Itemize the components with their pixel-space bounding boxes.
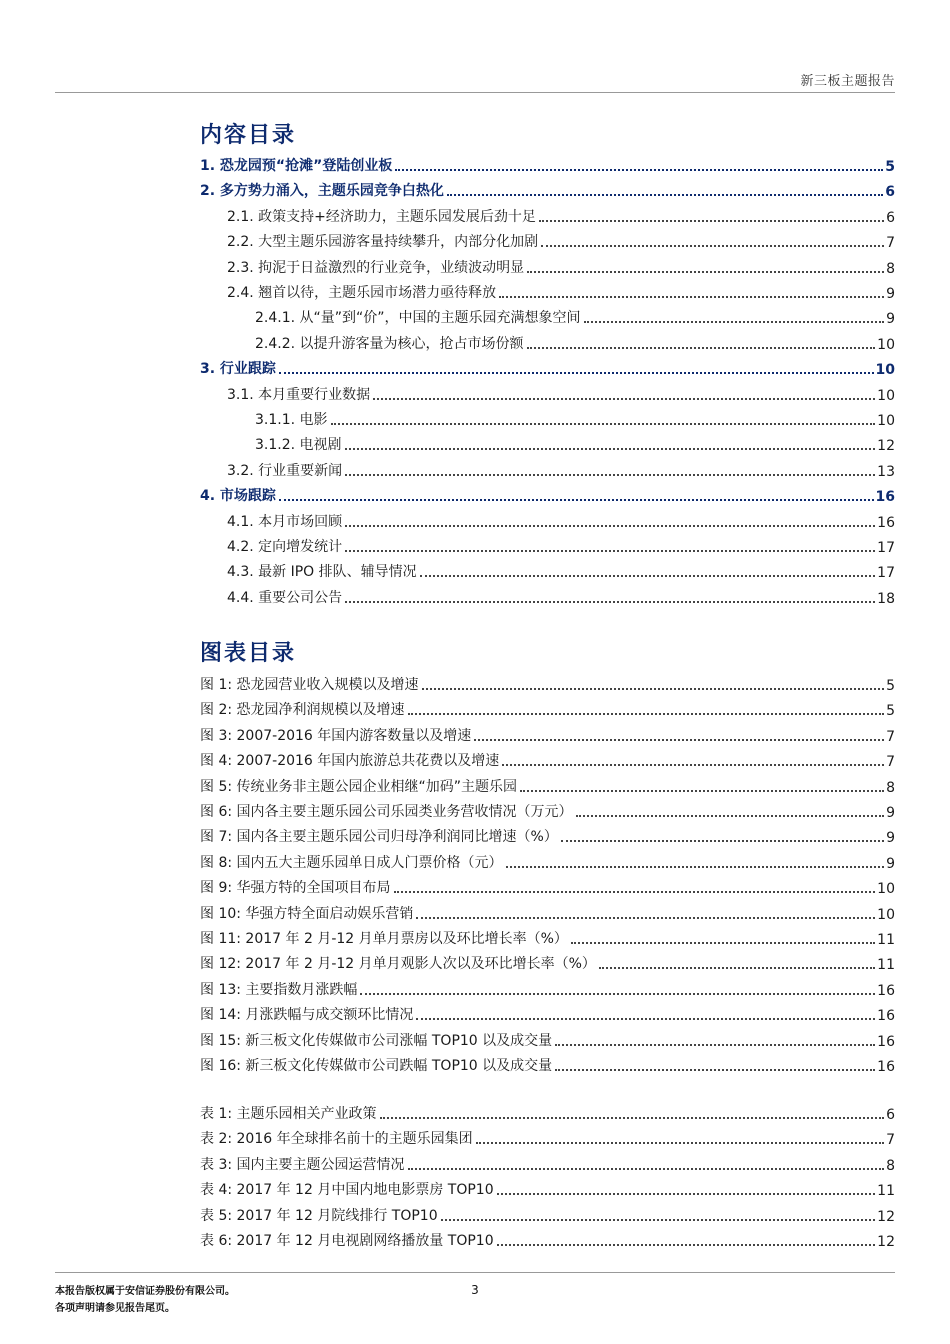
figure-entry-page: 16 bbox=[877, 1033, 895, 1050]
table-entry-page: 6 bbox=[886, 1107, 895, 1123]
table-entry[interactable] bbox=[0, 1230, 895, 1250]
toc-entry-page: 10 bbox=[875, 362, 895, 379]
figure-entry-page: 11 bbox=[877, 932, 895, 948]
toc-entry-label: 2.1. 政策支持+经济助力，主题乐园发展后劲十足 bbox=[227, 208, 536, 225]
table-entry-label: 表 3: 国内主要主题公园运营情况 bbox=[200, 1156, 405, 1173]
figure-entry[interactable] bbox=[0, 1030, 895, 1050]
figure-entry-label: 图 14: 月涨跌幅与成交额环比情况 bbox=[200, 1007, 414, 1024]
dot-leader bbox=[541, 245, 884, 247]
figure-entry-label: 图 4: 2007-2016 年国内旅游总共花费以及增速 bbox=[200, 753, 500, 770]
figure-entry-page: 16 bbox=[877, 982, 895, 999]
toc-entry[interactable] bbox=[0, 384, 895, 404]
toc-entry-page: 12 bbox=[877, 438, 895, 455]
figure-entry-page: 9 bbox=[886, 855, 895, 872]
figure-entry-label: 图 7: 国内各主要主题乐园公司归母净利润同比增速（%） bbox=[200, 829, 558, 846]
toc-entry[interactable] bbox=[0, 257, 895, 277]
figure-entry-label: 图 5: 传统业务非主题公园企业相继“加码”主题乐园 bbox=[200, 778, 518, 795]
dot-leader bbox=[360, 993, 875, 995]
dot-leader bbox=[527, 347, 876, 349]
table-entry-page: 12 bbox=[877, 1234, 895, 1250]
dot-leader bbox=[502, 764, 884, 766]
dot-leader bbox=[474, 739, 884, 741]
figure-entry-page: 5 bbox=[886, 703, 895, 720]
toc-entry-page: 17 bbox=[877, 540, 895, 556]
toc-entry-label: 4.2. 定向增发统计 bbox=[227, 539, 343, 555]
toc-entry[interactable] bbox=[0, 231, 895, 251]
figure-entry-page: 16 bbox=[877, 1059, 895, 1075]
figure-entry-page: 5 bbox=[886, 678, 895, 694]
figure-entry-label: 图 10: 华强方特全面启动娱乐营销 bbox=[200, 905, 414, 922]
figure-entry-page: 7 bbox=[886, 754, 895, 771]
toc-entry-label: 3.1.1. 电影 bbox=[255, 412, 328, 428]
toc-entry[interactable] bbox=[0, 536, 895, 556]
table-entry-label: 表 5: 2017 年 12 月院线排行 TOP10 bbox=[200, 1207, 438, 1224]
toc-entry-page: 10 bbox=[877, 336, 895, 353]
figure-entry-page: 9 bbox=[886, 830, 895, 847]
dot-leader bbox=[345, 550, 875, 552]
figure-entry[interactable] bbox=[0, 953, 895, 973]
dot-leader bbox=[345, 474, 875, 476]
toc-entry[interactable] bbox=[0, 307, 895, 327]
figure-entry[interactable] bbox=[0, 725, 895, 745]
table-entry[interactable] bbox=[0, 1179, 895, 1199]
dot-leader bbox=[380, 1117, 885, 1119]
dot-leader bbox=[395, 169, 883, 171]
dot-leader bbox=[394, 891, 876, 893]
toc-entry-page: 8 bbox=[886, 260, 895, 277]
figure-entry-label: 图 15: 新三板文化传媒做市公司涨幅 TOP10 以及成交量 bbox=[200, 1032, 553, 1049]
dot-leader bbox=[561, 840, 884, 842]
figure-entry-page: 11 bbox=[877, 957, 895, 974]
figure-entry[interactable] bbox=[0, 674, 895, 694]
table-entry-label: 表 4: 2017 年 12 月中国内地电影票房 TOP10 bbox=[200, 1182, 494, 1199]
dot-leader bbox=[420, 575, 876, 577]
toc-entry-label: 4.4. 重要公司公告 bbox=[227, 589, 343, 606]
dot-leader bbox=[476, 1142, 884, 1144]
figure-entry[interactable] bbox=[0, 826, 895, 846]
dot-leader bbox=[539, 220, 884, 222]
figure-entry[interactable] bbox=[0, 801, 895, 821]
dot-leader bbox=[345, 525, 875, 527]
report-header-title: 新三板主题报告 bbox=[800, 74, 895, 89]
toc-entry-page: 9 bbox=[886, 286, 895, 302]
disclaimer-note: 各项声明请参见报告尾页。 bbox=[55, 1303, 175, 1314]
figure-entry[interactable] bbox=[0, 877, 895, 897]
figure-entry-label: 图 13: 主要指数月涨跌幅 bbox=[200, 981, 358, 998]
figure-entry-label: 图 3: 2007-2016 年国内游客数量以及增速 bbox=[200, 727, 472, 744]
toc-entry-label: 2.4.1. 从“量”到“价”，中国的主题乐园充满想象空间 bbox=[255, 310, 581, 327]
table-entry[interactable] bbox=[0, 1103, 895, 1123]
figure-entry-page: 8 bbox=[886, 779, 895, 796]
dot-leader bbox=[279, 372, 874, 374]
toc-entry-label: 2.3. 拘泥于日益激烈的行业竞争，业绩波动明显 bbox=[227, 259, 525, 276]
toc-entry-label: 4.1. 本月市场回顾 bbox=[227, 513, 343, 530]
toc-entry[interactable] bbox=[0, 409, 895, 429]
dot-leader bbox=[373, 398, 875, 400]
figure-entry[interactable] bbox=[0, 776, 895, 796]
dot-leader bbox=[555, 1069, 875, 1071]
figure-entry-label: 图 2: 恐龙园净利润规模以及增速 bbox=[200, 702, 405, 719]
toc-entry-label: 2. 多方势力涌入，主题乐园竞争白热化 bbox=[200, 183, 444, 200]
dot-leader bbox=[571, 942, 875, 944]
table-entry-label: 表 2: 2016 年全球排名前十的主题乐园集团 bbox=[200, 1131, 473, 1148]
figure-entry[interactable] bbox=[0, 903, 895, 923]
toc-title: 内容目录 bbox=[200, 123, 297, 148]
toc-entry[interactable] bbox=[0, 485, 895, 505]
toc-entry-page: 6 bbox=[886, 209, 895, 226]
toc-entry[interactable] bbox=[0, 206, 895, 226]
dot-leader bbox=[408, 713, 885, 715]
toc-entry-label: 2.4.2. 以提升游客量为核心，抢占市场份额 bbox=[255, 335, 524, 352]
dot-leader bbox=[441, 1219, 876, 1221]
figure-entry[interactable] bbox=[0, 979, 895, 999]
table-entry-page: 8 bbox=[886, 1157, 895, 1174]
figure-entry[interactable] bbox=[0, 1004, 895, 1024]
figure-entry-label: 图 8: 国内五大主题乐园单日成人门票价格（元） bbox=[200, 854, 503, 871]
figure-entry-label: 图 12: 2017 年 2 月-12 月单月观影人次以及环比增长率（%） bbox=[200, 956, 596, 973]
dot-leader bbox=[416, 917, 875, 919]
figure-entry-page: 7 bbox=[886, 728, 895, 745]
dot-leader bbox=[497, 1244, 876, 1246]
dot-leader bbox=[527, 271, 884, 273]
dot-leader bbox=[279, 499, 874, 501]
figure-entry-label: 图 6: 国内各主要主题乐园公司乐园类业务营收情况（万元） bbox=[200, 804, 573, 820]
toc-entry-page: 16 bbox=[877, 514, 895, 531]
toc-entry-label: 3. 行业跟踪 bbox=[200, 361, 276, 378]
copyright-note: 本报告版权属于安信证券股份有限公司。 bbox=[55, 1286, 235, 1297]
figures-title: 图表目录 bbox=[200, 641, 297, 666]
table-entry-page: 11 bbox=[877, 1183, 895, 1200]
dot-leader bbox=[447, 194, 883, 196]
toc-entry-page: 13 bbox=[877, 463, 895, 480]
dot-leader bbox=[331, 423, 876, 425]
toc-entry-label: 3.1. 本月重要行业数据 bbox=[227, 386, 371, 403]
dot-leader bbox=[497, 1193, 876, 1195]
table-entry-page: 12 bbox=[877, 1208, 895, 1225]
table-entry-label: 表 6: 2017 年 12 月电视剧网络播放量 TOP10 bbox=[200, 1233, 494, 1249]
table-entry[interactable] bbox=[0, 1128, 895, 1148]
toc-entry[interactable] bbox=[0, 155, 895, 175]
toc-entry[interactable] bbox=[0, 460, 895, 480]
toc-entry-label: 2.2. 大型主题乐园游客量持续攀升，内部分化加剧 bbox=[227, 234, 539, 251]
dot-leader bbox=[422, 688, 885, 690]
toc-entry[interactable] bbox=[0, 358, 895, 378]
figure-entry-page: 10 bbox=[877, 906, 895, 923]
toc-entry-label: 3.1.2. 电视剧 bbox=[255, 437, 342, 454]
toc-entry[interactable] bbox=[0, 434, 895, 454]
figure-entry-page: 16 bbox=[877, 1008, 895, 1025]
table-entry-page: 7 bbox=[886, 1132, 895, 1149]
dot-leader bbox=[416, 1018, 875, 1020]
toc-entry-label: 4. 市场跟踪 bbox=[200, 488, 276, 505]
dot-leader bbox=[506, 866, 885, 868]
figure-entry-label: 图 11: 2017 年 2 月-12 月单月票房以及环比增长率（%） bbox=[200, 931, 568, 947]
dot-leader bbox=[345, 448, 876, 450]
figure-entry-label: 图 9: 华强方特的全国项目布局 bbox=[200, 880, 391, 897]
toc-entry[interactable] bbox=[0, 561, 895, 581]
toc-entry[interactable] bbox=[0, 333, 895, 353]
page-number: 3 bbox=[471, 1283, 479, 1297]
figure-entry-page: 10 bbox=[877, 881, 895, 898]
toc-entry[interactable] bbox=[0, 587, 895, 607]
toc-entry-page: 5 bbox=[885, 159, 895, 175]
figure-entry[interactable] bbox=[0, 852, 895, 872]
toc-entry-page: 17 bbox=[877, 565, 895, 582]
dot-leader bbox=[584, 321, 885, 323]
figure-entry[interactable] bbox=[0, 928, 895, 948]
figure-entry[interactable] bbox=[0, 750, 895, 770]
toc-entry[interactable] bbox=[0, 180, 895, 200]
toc-entry-page: 16 bbox=[875, 489, 895, 506]
header-divider bbox=[55, 92, 895, 93]
dot-leader bbox=[499, 296, 884, 298]
figure-entry-label: 图 1: 恐龙园营业收入规模以及增速 bbox=[200, 677, 419, 693]
dot-leader bbox=[345, 601, 875, 603]
toc-entry-label: 1. 恐龙园预“抢滩”登陆创业板 bbox=[200, 158, 393, 174]
dot-leader bbox=[576, 815, 885, 817]
table-entry-label: 表 1: 主题乐园相关产业政策 bbox=[200, 1106, 377, 1122]
footer-divider bbox=[55, 1272, 895, 1273]
toc-entry-page: 10 bbox=[877, 387, 895, 404]
toc-entry-page: 10 bbox=[877, 413, 895, 429]
dot-leader bbox=[408, 1168, 885, 1170]
toc-entry-page: 6 bbox=[885, 184, 895, 201]
toc-entry[interactable] bbox=[0, 282, 895, 302]
figure-entry-label: 图 16: 新三板文化传媒做市公司跌幅 TOP10 以及成交量 bbox=[200, 1058, 553, 1074]
toc-entry-label: 2.4. 翘首以待，主题乐园市场潜力亟待释放 bbox=[227, 285, 497, 301]
dot-leader bbox=[555, 1044, 875, 1046]
figure-entry[interactable] bbox=[0, 699, 895, 719]
toc-entry-label: 4.3. 最新 IPO 排队、辅导情况 bbox=[227, 564, 417, 581]
table-entry[interactable] bbox=[0, 1205, 895, 1225]
toc-entry-page: 18 bbox=[877, 590, 895, 607]
figure-entry[interactable] bbox=[0, 1055, 895, 1075]
dot-leader bbox=[520, 790, 884, 792]
toc-entry-label: 3.2. 行业重要新闻 bbox=[227, 462, 343, 479]
figure-entry-page: 9 bbox=[886, 805, 895, 821]
dot-leader bbox=[599, 967, 875, 969]
toc-entry-page: 9 bbox=[886, 311, 895, 328]
toc-entry[interactable] bbox=[0, 511, 895, 531]
table-entry[interactable] bbox=[0, 1154, 895, 1174]
toc-entry-page: 7 bbox=[886, 235, 895, 252]
